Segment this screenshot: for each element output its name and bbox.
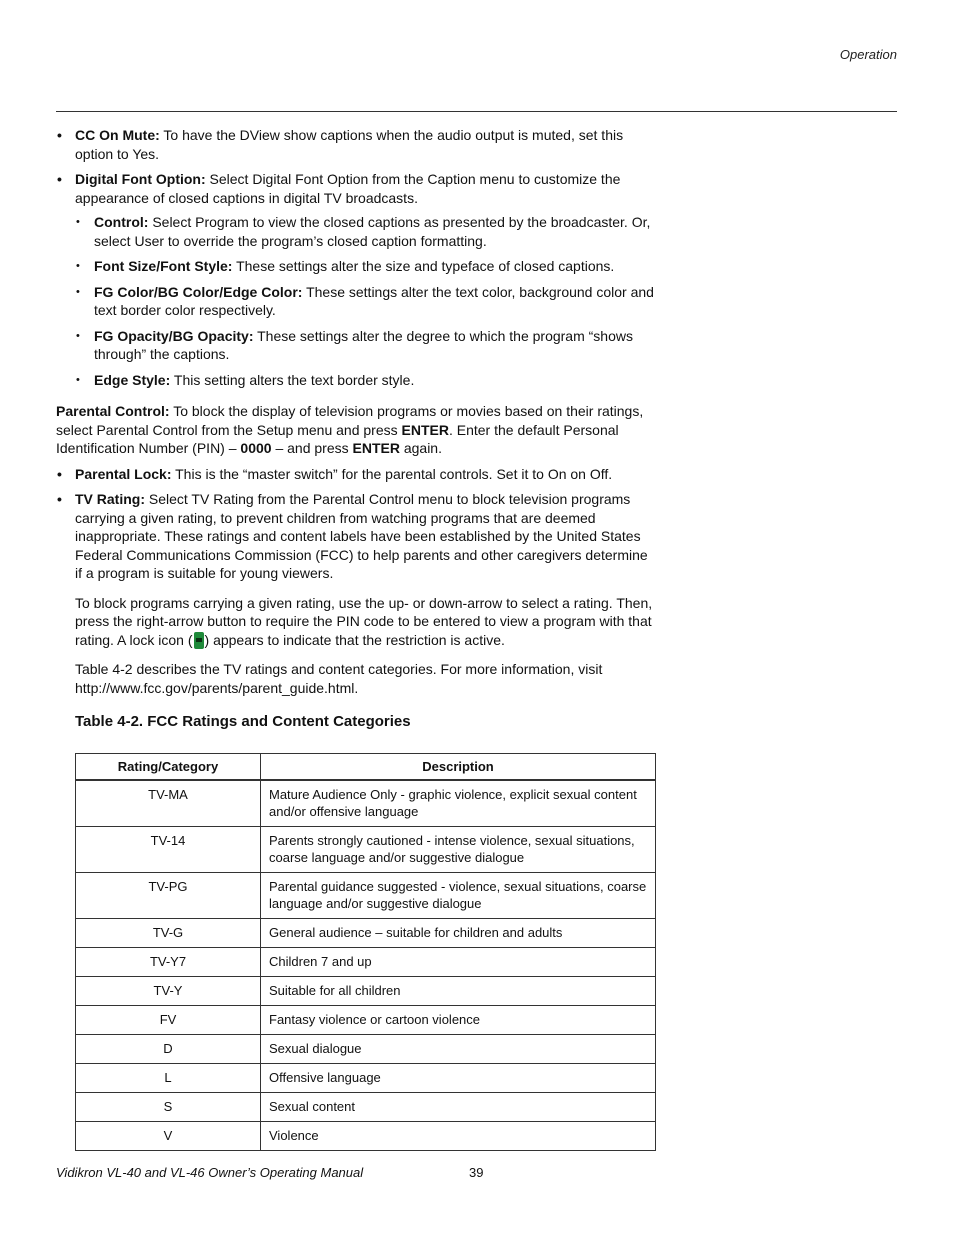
rating-cell: TV-MA	[76, 780, 261, 827]
table-row	[76, 1122, 656, 1151]
table-row	[76, 1006, 656, 1035]
table-row	[76, 827, 656, 873]
parental-label: Parental Control:	[56, 403, 170, 419]
bullet-text: To have the DView show captions when the audio output is muted, set this option to Yes.	[75, 127, 624, 162]
description-cell: Sexual content	[261, 1093, 656, 1122]
paragraph-text: To block programs carrying a given rating, use the up- or down-arrow to select a rating. Then, press the right-arrow button to require the PIN code to be entered to view a program with that rating. A lock icon (	[75, 594, 653, 648]
lock-icon	[194, 632, 204, 649]
bullet-label: FG Color/BG Color/Edge Color:	[94, 283, 303, 300]
rating-cell: V	[76, 1122, 261, 1151]
bullet-label: CC On Mute:	[75, 127, 160, 143]
bullet-label: Digital Font Option:	[75, 171, 206, 187]
rating-cell: S	[76, 1093, 261, 1122]
table-row	[76, 780, 656, 827]
fcc-ratings-table	[75, 753, 656, 1151]
bullet-label: Font Size/Font Style:	[94, 258, 233, 274]
description-cell: Mature Audience Only - graphic violence, explicit sexual content and/or offensive language	[261, 780, 656, 827]
description-cell: Parental guidance suggested - violence, sexual situations, coarse language and/or suggestive dialogue	[261, 873, 656, 919]
description-cell: Suitable for all children	[261, 977, 656, 1006]
parental-control-paragraph	[56, 402, 656, 458]
bullet-list-top	[56, 126, 656, 389]
parental-text: To block the display of television programs or movies based on their ratings, select Parental Control from the Setup menu and press	[56, 403, 644, 438]
bullet-text: This setting alters the text border style.	[170, 371, 415, 388]
page-content	[56, 126, 656, 697]
column-header-description: Description	[261, 754, 656, 781]
list-item	[75, 257, 656, 276]
rating-cell: TV-G	[76, 919, 261, 948]
list-item	[56, 490, 656, 583]
table-header-row	[76, 754, 656, 781]
parental-text: again.	[399, 440, 442, 456]
table-reference-paragraph: Table 4-2 describes the TV ratings and content categories. For more information, visit http://www.fcc.gov/parents/parent_guide.html.	[75, 661, 603, 696]
table-row	[76, 1035, 656, 1064]
footer-manual-title: Vidikron VL-40 and VL-46 Owner’s Operating Manual	[56, 1165, 364, 1180]
table-title: Table 4-2. FCC Ratings and Content Categories	[75, 713, 411, 730]
bullet-label: FG Opacity/BG Opacity:	[94, 327, 254, 344]
bullet-label: Control:	[94, 214, 149, 230]
table-row	[76, 873, 656, 919]
rating-cell: TV-Y7	[76, 948, 261, 977]
rating-cell: TV-Y	[76, 977, 261, 1006]
block-programs-paragraph	[56, 594, 656, 650]
description-cell: General audience – suitable for children and adults	[261, 919, 656, 948]
paragraph-text: ) appears to indicate that the restriction is active.	[204, 631, 505, 648]
bullet-text: These settings alter the degree to which the program “shows through” the captions.	[94, 327, 633, 362]
table-row	[76, 919, 656, 948]
table-row	[76, 1064, 656, 1093]
footer-page-number: 39	[469, 1165, 484, 1180]
enter-key-label: ENTER	[352, 440, 400, 456]
rating-cell: L	[76, 1064, 261, 1093]
list-item	[75, 327, 656, 364]
list-item	[75, 283, 656, 320]
rating-cell: TV-PG	[76, 873, 261, 919]
bullet-text: Select TV Rating from the Parental Control menu to block television programs carrying a given rating, to prevent children from watching programs that are deemed inappropriate. These ratings and content labels have been established by the United States Federal Communications Commission (FCC) to help parents and other caregivers determine if a program is suitable for young viewers.	[75, 491, 648, 581]
table-row	[76, 977, 656, 1006]
parental-text: . Enter the default Personal Identification Number (PIN) –	[56, 421, 619, 456]
table-row	[76, 948, 656, 977]
bullet-text: These settings alter the text color, background color and text border color respectively.	[94, 283, 654, 318]
default-pin: 0000	[240, 440, 272, 456]
bullet-text: These settings alter the size and typeface of closed captions.	[232, 258, 615, 274]
header-rule	[56, 111, 897, 112]
bullet-label: Edge Style:	[94, 371, 171, 388]
header-section-label: Operation	[839, 47, 897, 62]
enter-key-label: ENTER	[401, 421, 449, 438]
list-item	[56, 170, 656, 389]
description-cell: Offensive language	[261, 1064, 656, 1093]
description-cell: Children 7 and up	[261, 948, 656, 977]
rating-cell: FV	[76, 1006, 261, 1035]
list-item	[56, 465, 656, 484]
list-item	[75, 213, 656, 250]
description-cell: Fantasy violence or cartoon violence	[261, 1006, 656, 1035]
bullet-list-parental	[56, 465, 656, 583]
description-cell: Sexual dialogue	[261, 1035, 656, 1064]
description-cell: Violence	[261, 1122, 656, 1151]
bullet-label: Parental Lock:	[75, 465, 172, 482]
sub-bullet-list	[75, 213, 656, 389]
bullet-text: This is the “master switch” for the parental controls. Set it to On on Off.	[171, 465, 613, 482]
rating-cell: TV-14	[76, 827, 261, 873]
column-header-rating: Rating/Category	[76, 754, 261, 781]
table-row	[76, 1093, 656, 1122]
rating-cell: D	[76, 1035, 261, 1064]
parental-text: – and press	[271, 440, 353, 456]
list-item	[56, 126, 656, 163]
bullet-text: Select Program to view the closed captions as presented by the broadcaster. Or, select User to override the program’s closed caption formatting.	[94, 214, 651, 249]
bullet-text: Select Digital Font Option from the Caption menu to customize the appearance of closed captions in digital TV broadcasts.	[75, 171, 621, 206]
list-item	[75, 371, 656, 390]
bullet-label: TV Rating:	[75, 491, 145, 507]
description-cell: Parents strongly cautioned - intense violence, sexual situations, coarse language and/or suggestive dialogue	[261, 827, 656, 873]
